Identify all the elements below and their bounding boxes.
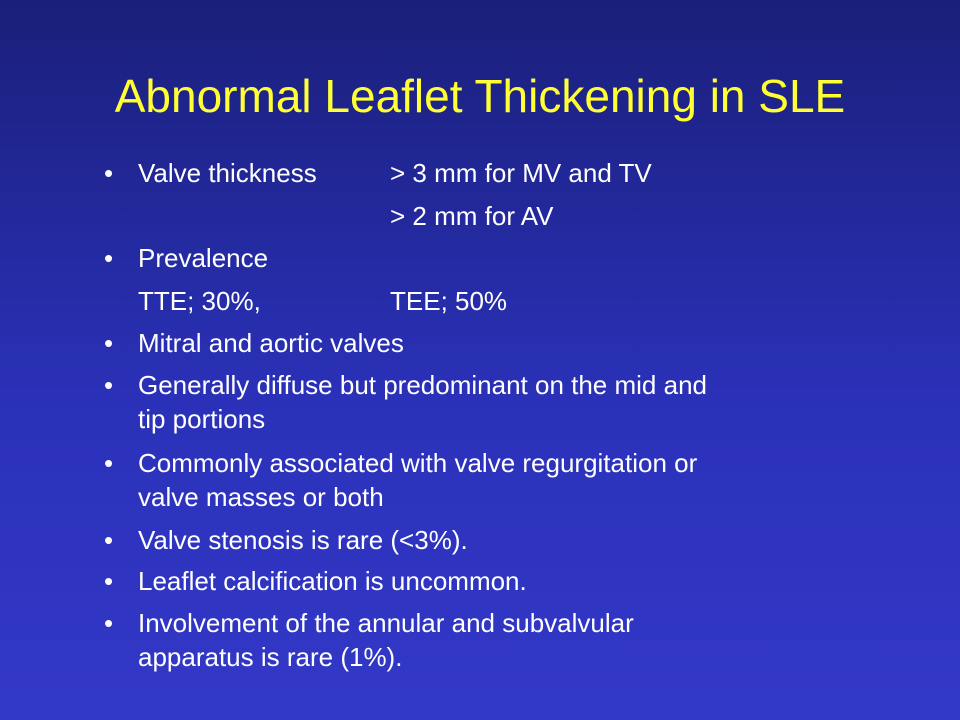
stenosis-item: Valve stenosis is rare (<3%).: [138, 525, 468, 555]
valve-thickness-value-2: > 2 mm for AV: [390, 201, 554, 231]
associated-item-line-1: Commonly associated with valve regurgitation or: [138, 448, 698, 478]
diffuse-item-line-2: tip portions: [138, 404, 266, 434]
mitral-aortic-item: Mitral and aortic valves: [138, 328, 404, 358]
diffuse-item-line-1: Generally diffuse but predominant on the mid and: [138, 370, 707, 400]
bullet-marker: •: [104, 525, 114, 555]
prevalence-tte: TTE; 30%,: [138, 286, 261, 316]
involvement-item-line-1: Involvement of the annular and subvalvular: [138, 608, 634, 638]
bullet-marker: •: [104, 243, 114, 273]
prevalence-tee: TEE; 50%: [390, 286, 508, 316]
bullet-marker: •: [104, 608, 114, 638]
valve-thickness-label: Valve thickness: [138, 158, 317, 188]
valve-thickness-value-1: > 3 mm for MV and TV: [390, 158, 652, 188]
prevalence-label: Prevalence: [138, 243, 269, 273]
slide-title: Abnormal Leaflet Thickening in SLE: [114, 70, 846, 122]
bullet-marker: •: [104, 328, 114, 358]
associated-item-line-2: valve masses or both: [138, 482, 384, 512]
involvement-item-line-2: apparatus is rare (1%).: [138, 642, 403, 672]
calcification-item: Leaflet calcification is uncommon.: [138, 566, 527, 596]
bullet-marker: •: [104, 370, 114, 400]
bullet-marker: •: [104, 448, 114, 478]
bullet-marker: •: [104, 158, 114, 188]
bullet-marker: •: [104, 566, 114, 596]
